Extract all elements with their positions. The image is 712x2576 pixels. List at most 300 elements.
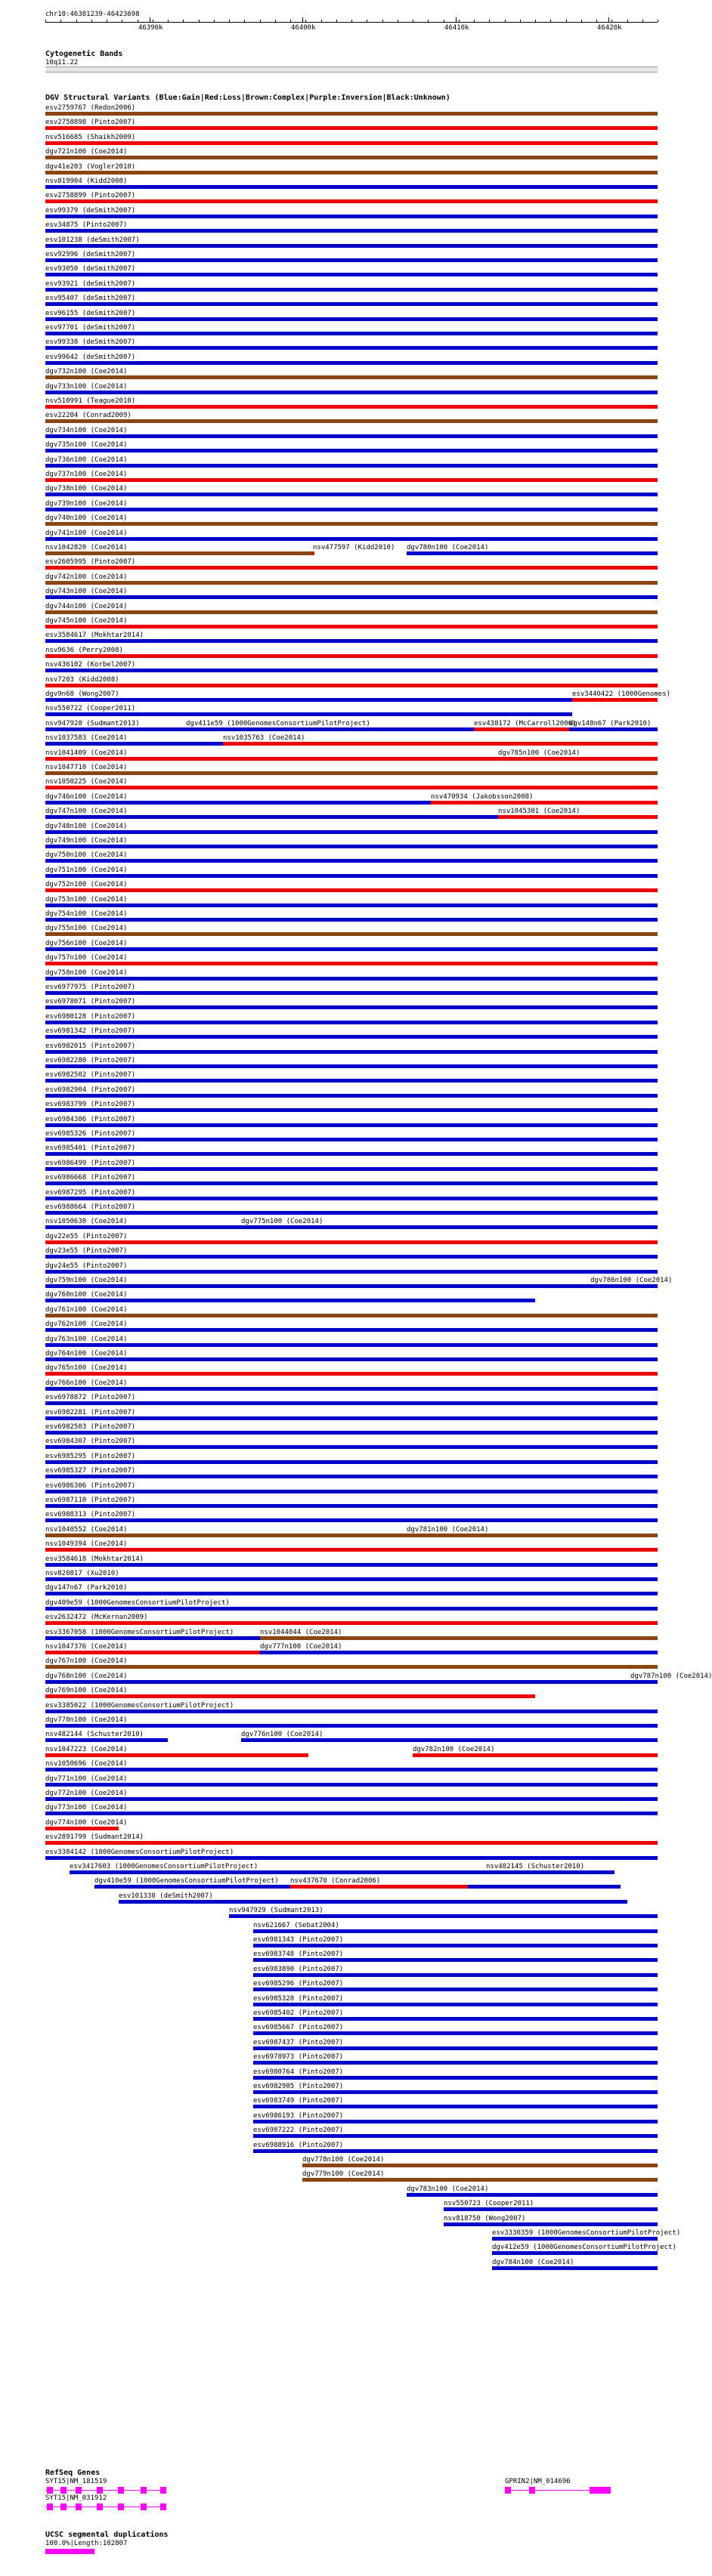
dgv-variant-bar[interactable] bbox=[45, 1035, 658, 1039]
dgv-variant-bar[interactable] bbox=[45, 1094, 658, 1098]
dgv-variant-label: dgv753n100 (Coe2014) bbox=[45, 896, 128, 903]
dgv-variant-bar[interactable] bbox=[70, 1870, 486, 1874]
dgv-variant-bar[interactable] bbox=[569, 727, 658, 731]
dgv-variant-label: dgv738n100 (Coe2014) bbox=[45, 485, 128, 493]
dgv-variant-bar[interactable] bbox=[444, 2222, 658, 2226]
dgv-variant-bar[interactable] bbox=[45, 551, 314, 555]
dgv-variant-label: nsv470934 (Jakobsson2008) bbox=[431, 793, 534, 801]
dgv-variant-bar[interactable] bbox=[45, 757, 498, 761]
dgv-variant-label: esv6986668 (Pinto2007) bbox=[45, 1174, 136, 1181]
dgv-variant-bar[interactable] bbox=[45, 1607, 658, 1611]
dgv-variant-bar[interactable] bbox=[45, 1694, 535, 1698]
dgv-variant-label: esv6985402 (Pinto2007) bbox=[253, 2009, 344, 2017]
dgv-variant-bar[interactable] bbox=[253, 2120, 658, 2124]
dgv-variant-label: nsv510991 (Teague2010) bbox=[45, 397, 136, 405]
ruler-minor-tick bbox=[336, 20, 337, 22]
dgv-variant-bar[interactable] bbox=[45, 1812, 658, 1815]
dgv-variant-label: dgv410e59 (1000GenomesConsortiumPilotProject) bbox=[94, 1877, 279, 1885]
dgv-variant-bar[interactable] bbox=[253, 2061, 658, 2065]
dgv-variant-bar[interactable] bbox=[45, 625, 658, 629]
ruler-minor-tick bbox=[305, 20, 306, 22]
dgv-variant-label: dgv771n100 (Coe2014) bbox=[45, 1775, 128, 1783]
ruler-minor-tick bbox=[642, 20, 643, 22]
dgv-variant-bar[interactable] bbox=[45, 801, 431, 805]
dgv-variant-label: dgv777n100 (Coe2014) bbox=[260, 1643, 342, 1651]
dgv-variant-bar[interactable] bbox=[45, 581, 658, 585]
dgv-variant-bar[interactable] bbox=[45, 1138, 658, 1141]
exon-block[interactable] bbox=[47, 2503, 53, 2510]
dgv-variant-label: nsv482144 (Schuster2010) bbox=[45, 1731, 144, 1738]
dgv-variant-bar[interactable] bbox=[45, 1665, 658, 1669]
dgv-variant-label: esv6988664 (Pinto2007) bbox=[45, 1203, 136, 1211]
dgv-variant-label: nsv1047223 (Coe2014) bbox=[45, 1746, 128, 1753]
dgv-variant-bar[interactable] bbox=[253, 2017, 658, 2021]
dgv-variant-bar[interactable] bbox=[45, 141, 658, 145]
dgv-variant-bar[interactable] bbox=[45, 419, 658, 423]
dgv-variant-bar[interactable] bbox=[186, 727, 474, 731]
dgv-variant-bar[interactable] bbox=[119, 1900, 627, 1904]
dgv-variant-bar[interactable] bbox=[45, 1651, 260, 1654]
dgv-variant-bar[interactable] bbox=[45, 830, 658, 834]
cytoband-label[interactable]: 10q11.22 bbox=[45, 59, 79, 66]
dgv-variant-bar[interactable] bbox=[45, 1108, 658, 1112]
dgv-variant-bar[interactable] bbox=[253, 2105, 658, 2108]
ruler-minor-tick bbox=[214, 20, 215, 22]
dgv-variant-label: esv6985326 (Pinto2007) bbox=[45, 1130, 136, 1138]
dgv-variant-bar[interactable] bbox=[302, 2178, 658, 2182]
segdup-bar[interactable] bbox=[45, 2549, 94, 2554]
exon-block[interactable] bbox=[76, 2503, 82, 2510]
exon-block[interactable] bbox=[529, 2487, 535, 2494]
dgv-variant-label: nsv437670 (Conrad2006) bbox=[290, 1877, 381, 1885]
dgv-variant-bar[interactable] bbox=[45, 288, 658, 292]
dgv-variant-bar[interactable] bbox=[407, 551, 658, 555]
dgv-variant-label: esv97701 (deSmith2007) bbox=[45, 324, 136, 332]
dgv-variant-bar[interactable] bbox=[45, 1314, 658, 1317]
dgv-variant-bar[interactable] bbox=[253, 2046, 658, 2050]
dgv-variant-bar[interactable] bbox=[253, 2149, 658, 2153]
dgv-variant-bar[interactable] bbox=[45, 845, 658, 848]
dgv-variant-bar[interactable] bbox=[45, 449, 658, 452]
refseq-gene-label[interactable]: GPRIN2|NM_014696 bbox=[505, 2478, 571, 2485]
dgv-variant-bar[interactable] bbox=[45, 156, 658, 159]
dgv-variant-label: esv3367058 (1000GenomesConsortiumPilotProject) bbox=[45, 1629, 234, 1636]
dgv-variant-bar[interactable] bbox=[45, 1841, 658, 1845]
dgv-variant-bar[interactable] bbox=[45, 1724, 658, 1728]
dgv-variant-bar[interactable] bbox=[45, 947, 658, 951]
dgv-variant-label: nsv550723 (Cooper2011) bbox=[444, 2200, 534, 2207]
dgv-variant-bar[interactable] bbox=[45, 815, 498, 819]
dgv-variant-bar[interactable] bbox=[241, 1738, 658, 1742]
dgv-variant-bar[interactable] bbox=[45, 464, 658, 468]
dgv-variant-label: dgv781n100 (Coe2014) bbox=[407, 1526, 489, 1534]
dgv-variant-label: nsv818750 (Wong2007) bbox=[444, 2215, 526, 2222]
dgv-variant-bar[interactable] bbox=[45, 1021, 658, 1024]
dgv-variant-bar[interactable] bbox=[45, 375, 658, 379]
refseq-gene-label[interactable]: SYT15|NM_031912 bbox=[45, 2494, 107, 2502]
dgv-variant-bar[interactable] bbox=[45, 522, 658, 526]
dgv-variant-bar[interactable] bbox=[94, 1885, 290, 1889]
dgv-variant-bar[interactable] bbox=[45, 1416, 658, 1420]
dgv-variant-label: dgv739n100 (Coe2014) bbox=[45, 500, 128, 508]
dgv-variant-label: dgv736n100 (Coe2014) bbox=[45, 456, 128, 464]
dgv-variant-bar[interactable] bbox=[45, 126, 658, 130]
dgv-variant-label: nsv1042820 (Coe2014) bbox=[45, 544, 128, 551]
dgv-variant-label: dgv748n100 (Coe2014) bbox=[45, 823, 128, 830]
dgv-variant-bar[interactable] bbox=[260, 1636, 658, 1640]
dgv-variant-bar[interactable] bbox=[407, 2193, 658, 2197]
dgv-variant-bar[interactable] bbox=[45, 1225, 241, 1229]
dgv-variant-bar[interactable] bbox=[45, 1211, 658, 1215]
exon-block[interactable] bbox=[97, 2487, 103, 2494]
dgv-variant-bar[interactable] bbox=[45, 962, 658, 965]
dgv-variant-bar[interactable] bbox=[45, 874, 658, 878]
dgv-variant-bar[interactable] bbox=[45, 1445, 658, 1449]
dgv-variant-bar[interactable] bbox=[45, 859, 658, 863]
dgv-variant-bar[interactable] bbox=[253, 2076, 658, 2080]
dgv-variant-bar[interactable] bbox=[253, 1958, 658, 1962]
dgv-variant-label: nsv1037583 (Coe2014) bbox=[45, 734, 128, 742]
dgv-variant-bar[interactable] bbox=[45, 1548, 658, 1552]
dgv-variant-bar[interactable] bbox=[492, 2251, 658, 2255]
dgv-variant-bar[interactable] bbox=[45, 434, 658, 438]
dgv-variant-bar[interactable] bbox=[45, 361, 658, 365]
ruler-minor-tick bbox=[321, 20, 322, 22]
dgv-variant-label: dgv751n100 (Coe2014) bbox=[45, 866, 128, 874]
dgv-variant-label: dgv148n67 (Park2010) bbox=[569, 720, 652, 727]
dgv-variant-bar[interactable] bbox=[407, 1534, 658, 1537]
dgv-variant-label: nsv516685 (Shaikh2009) bbox=[45, 134, 136, 141]
dgv-variant-bar[interactable] bbox=[45, 1240, 658, 1244]
refseq-track-title: RefSeq Genes bbox=[45, 2469, 101, 2477]
dgv-variant-bar[interactable] bbox=[474, 727, 569, 731]
ruler-minor-tick bbox=[290, 20, 291, 22]
exon-block[interactable] bbox=[97, 2503, 103, 2510]
dgv-variant-label: dgv412e59 (1000GenomesConsortiumPilotProject) bbox=[492, 2244, 676, 2251]
exon-block[interactable] bbox=[60, 2503, 67, 2510]
dgv-variant-bar[interactable] bbox=[45, 1592, 658, 1595]
dgv-variant-label: dgv785n100 (Coe2014) bbox=[498, 749, 580, 757]
dgv-variant-bar[interactable] bbox=[572, 698, 658, 702]
dgv-variant-bar[interactable] bbox=[45, 244, 658, 248]
dgv-variant-label: esv99379 (deSmith2007) bbox=[45, 207, 136, 215]
dgv-variant-label: esv6987222 (Pinto2007) bbox=[253, 2127, 344, 2134]
dgv-variant-bar[interactable] bbox=[45, 1270, 658, 1274]
cytoband-bar[interactable] bbox=[45, 66, 658, 73]
dgv-variant-bar[interactable] bbox=[45, 1827, 119, 1830]
dgv-variant-bar[interactable] bbox=[253, 2090, 658, 2094]
dgv-variant-bar[interactable] bbox=[45, 317, 658, 321]
dgv-variant-bar[interactable] bbox=[45, 903, 658, 907]
dgv-variant-bar[interactable] bbox=[45, 977, 658, 981]
ruler-minor-tick bbox=[611, 20, 612, 22]
dgv-variant-label: esv6980764 (Pinto2007) bbox=[253, 2068, 344, 2076]
dgv-variant-bar[interactable] bbox=[45, 1518, 658, 1522]
dgv-variant-bar[interactable] bbox=[229, 1914, 658, 1918]
dgv-variant-bar[interactable] bbox=[253, 1944, 658, 1947]
dgv-variant-bar[interactable] bbox=[45, 1856, 658, 1860]
dgv-variant-bar[interactable] bbox=[45, 742, 223, 746]
dgv-variant-bar[interactable] bbox=[413, 1753, 658, 1757]
dgv-variant-bar[interactable] bbox=[45, 684, 658, 687]
dgv-variant-bar[interactable] bbox=[45, 1357, 658, 1361]
dgv-variant-bar[interactable] bbox=[45, 888, 658, 892]
dgv-variant-label: esv2758899 (Pinto2007) bbox=[45, 192, 136, 199]
dgv-variant-bar[interactable] bbox=[253, 1988, 658, 1991]
dgv-variant-bar[interactable] bbox=[45, 508, 658, 511]
exon-block[interactable] bbox=[160, 2487, 166, 2494]
dgv-variant-label: esv6985296 (Pinto2007) bbox=[253, 1980, 344, 1988]
dgv-variant-bar[interactable] bbox=[45, 1563, 658, 1567]
dgv-variant-bar[interactable] bbox=[45, 1299, 535, 1302]
dgv-variant-bar[interactable] bbox=[45, 229, 658, 233]
dgv-variant-bar[interactable] bbox=[45, 1783, 658, 1787]
dgv-variant-label: dgv763n100 (Coe2014) bbox=[45, 1336, 128, 1343]
dgv-variant-bar[interactable] bbox=[45, 1475, 658, 1478]
dgv-variant-label: esv6978872 (Pinto2007) bbox=[45, 1394, 136, 1401]
dgv-variant-bar[interactable] bbox=[45, 1431, 658, 1435]
ruler-minor-tick bbox=[596, 20, 597, 22]
dgv-variant-label: dgv41e203 (Vogler2010) bbox=[45, 163, 136, 171]
dgv-variant-bar[interactable] bbox=[45, 1167, 658, 1171]
ruler-minor-tick bbox=[260, 20, 261, 22]
dgv-variant-bar[interactable] bbox=[45, 1328, 658, 1332]
dgv-variant-bar[interactable] bbox=[45, 595, 658, 599]
dgv-variant-bar[interactable] bbox=[45, 185, 658, 189]
dgv-variant-label: esv6982280 (Pinto2007) bbox=[45, 1057, 136, 1064]
ruler-minor-tick bbox=[535, 20, 536, 22]
dgv-variant-bar[interactable] bbox=[45, 1005, 658, 1009]
ruler-minor-tick bbox=[244, 20, 245, 22]
dgv-variant-bar[interactable] bbox=[45, 918, 658, 922]
dgv-variant-bar[interactable] bbox=[302, 2164, 658, 2167]
ruler-minor-tick bbox=[520, 20, 521, 22]
dgv-variant-bar[interactable] bbox=[45, 1284, 590, 1288]
dgv-variant-bar[interactable] bbox=[45, 1768, 658, 1771]
ruler-minor-tick bbox=[76, 20, 77, 22]
dgv-variant-label: esv3584617 (Mokhtar2014) bbox=[45, 632, 144, 639]
dgv-variant-bar[interactable] bbox=[45, 639, 658, 643]
dgv-variant-label: esv95407 (deSmith2007) bbox=[45, 295, 136, 302]
dgv-variant-bar[interactable] bbox=[253, 1929, 658, 1933]
dgv-variant-label: dgv740n100 (Coe2014) bbox=[45, 514, 128, 522]
exon-block[interactable] bbox=[141, 2503, 147, 2510]
dgv-variant-label: esv2891799 (Sudmant2014) bbox=[45, 1833, 144, 1841]
exon-block[interactable] bbox=[47, 2487, 53, 2494]
dgv-variant-bar[interactable] bbox=[45, 391, 658, 394]
dgv-variant-bar[interactable] bbox=[45, 273, 658, 276]
dgv-variant-bar[interactable] bbox=[486, 1870, 614, 1874]
dgv-variant-bar[interactable] bbox=[45, 1401, 658, 1405]
dgv-variant-label: esv3440422 (1000Genomes) bbox=[572, 690, 671, 698]
exon-block[interactable] bbox=[60, 2487, 67, 2494]
dgv-variant-bar[interactable] bbox=[253, 2031, 658, 2035]
ruler-minor-tick bbox=[229, 20, 230, 22]
dgv-variant-bar[interactable] bbox=[290, 1885, 468, 1889]
dgv-variant-bar[interactable] bbox=[45, 610, 658, 614]
dgv-variant-bar[interactable] bbox=[492, 2237, 658, 2241]
dgv-variant-bar[interactable] bbox=[45, 1710, 658, 1713]
dgv-variant-bar[interactable] bbox=[313, 551, 314, 555]
dgv-variant-label: esv92996 (deSmith2007) bbox=[45, 251, 136, 258]
dgv-variant-label: esv6987437 (Pinto2007) bbox=[253, 2039, 344, 2046]
dgv-variant-label: dgv23e55 (Pinto2007) bbox=[45, 1247, 128, 1255]
dgv-variant-label: nsv1050225 (Coe2014) bbox=[45, 778, 128, 786]
dgv-variant-label: esv6980128 (Pinto2007) bbox=[45, 1013, 136, 1021]
dgv-variant-bar[interactable] bbox=[45, 1534, 407, 1537]
ruler-minor-tick bbox=[275, 20, 276, 22]
dgv-variant-bar[interactable] bbox=[45, 199, 658, 203]
segdup-label[interactable]: 100.0%|Length:102807 bbox=[45, 2540, 128, 2547]
dgv-variant-bar[interactable] bbox=[253, 2134, 658, 2138]
ruler-minor-tick bbox=[351, 20, 352, 22]
dgv-variant-label: esv101238 (deSmith2007) bbox=[45, 236, 140, 244]
dgv-variant-bar[interactable] bbox=[45, 112, 658, 116]
dgv-variant-bar[interactable] bbox=[45, 1504, 658, 1508]
dgv-variant-label: dgv755n100 (Coe2014) bbox=[45, 925, 128, 932]
exon-block[interactable] bbox=[141, 2487, 147, 2494]
dgv-variant-bar[interactable] bbox=[45, 1753, 308, 1757]
dgv-variant-label: nsv1050630 (Coe2014) bbox=[45, 1218, 128, 1225]
dgv-variant-bar[interactable] bbox=[492, 2266, 658, 2270]
dgv-variant-label: dgv764n100 (Coe2014) bbox=[45, 1350, 128, 1357]
dgv-variant-bar[interactable] bbox=[431, 801, 658, 805]
dgv-variant-bar[interactable] bbox=[45, 1490, 658, 1493]
ruler-minor-tick bbox=[505, 20, 506, 22]
dgv-variant-label: esv6986306 (Pinto2007) bbox=[45, 1482, 136, 1490]
dgv-variant-label: dgv779n100 (Coe2014) bbox=[302, 2170, 385, 2178]
dgv-variant-bar[interactable] bbox=[45, 1079, 658, 1083]
dgv-variant-label: dgv9n68 (Wong2007) bbox=[45, 690, 119, 698]
dgv-variant-label: esv2632472 (McKernan2009) bbox=[45, 1614, 148, 1621]
dgv-variant-label: dgv745n100 (Coe2014) bbox=[45, 617, 128, 625]
dgv-variant-bar[interactable] bbox=[45, 537, 658, 541]
dgv-variant-bar[interactable] bbox=[45, 1255, 658, 1259]
dgv-variant-bar[interactable] bbox=[260, 1651, 658, 1654]
dgv-variant-bar[interactable] bbox=[45, 786, 658, 789]
dgv-variant-bar[interactable] bbox=[444, 2207, 658, 2211]
dgv-variant-label: dgv734n100 (Coe2014) bbox=[45, 427, 128, 434]
dgv-variant-label: dgv766n100 (Coe2014) bbox=[45, 1379, 128, 1387]
dgv-variant-bar[interactable] bbox=[630, 1680, 658, 1684]
dgv-variant-bar[interactable] bbox=[45, 566, 658, 570]
dgv-variant-label: esv2605995 (Pinto2007) bbox=[45, 558, 136, 566]
dgv-variant-bar[interactable] bbox=[223, 742, 658, 746]
dgv-variant-label: dgv761n100 (Coe2014) bbox=[45, 1306, 128, 1314]
dgv-variant-label: esv6986193 (Pinto2007) bbox=[253, 2112, 344, 2120]
dgv-variant-bar[interactable] bbox=[45, 1343, 658, 1347]
dgv-variant-bar[interactable] bbox=[45, 1797, 658, 1801]
dgv-variant-bar[interactable] bbox=[498, 815, 658, 819]
dgv-variant-bar[interactable] bbox=[45, 1621, 658, 1625]
ruler-minor-tick bbox=[566, 20, 567, 22]
segdup-track-title: UCSC segmental duplications bbox=[45, 2531, 169, 2539]
dgv-variant-label: nsv1041409 (Coe2014) bbox=[45, 749, 128, 757]
dgv-variant-bar[interactable] bbox=[45, 1387, 658, 1391]
dgv-variant-bar[interactable] bbox=[45, 1738, 168, 1742]
dgv-variant-bar[interactable] bbox=[45, 712, 572, 716]
dgv-variant-label: esv99338 (deSmith2007) bbox=[45, 338, 136, 346]
dgv-variant-label: nsv1047376 (Coe2014) bbox=[45, 1643, 128, 1651]
dgv-variant-bar[interactable] bbox=[45, 669, 658, 672]
dgv-variant-label: dgv772n100 (Coe2014) bbox=[45, 1790, 128, 1797]
dgv-variant-bar[interactable] bbox=[45, 346, 658, 350]
ruler-minor-tick bbox=[60, 20, 61, 22]
exon-block[interactable] bbox=[505, 2487, 511, 2494]
dgv-variant-bar[interactable] bbox=[45, 1064, 658, 1068]
dgv-variant-bar[interactable] bbox=[253, 2003, 658, 2006]
dgv-variant-bar[interactable] bbox=[45, 478, 658, 482]
exon-block[interactable] bbox=[76, 2487, 82, 2494]
dgv-variant-bar[interactable] bbox=[253, 1973, 658, 1977]
dgv-variant-bar[interactable] bbox=[45, 727, 186, 731]
dgv-variant-bar[interactable] bbox=[498, 757, 658, 761]
exon-block[interactable] bbox=[118, 2503, 124, 2510]
exon-block[interactable] bbox=[118, 2487, 124, 2494]
dgv-variant-label: esv96155 (deSmith2007) bbox=[45, 310, 136, 317]
dgv-variant-bar[interactable] bbox=[45, 1680, 630, 1684]
dgv-variant-label: esv6985401 (Pinto2007) bbox=[45, 1144, 136, 1152]
dgv-variant-label: dgv750n100 (Coe2014) bbox=[45, 851, 128, 859]
dgv-variant-label: dgv741n100 (Coe2014) bbox=[45, 530, 128, 537]
dgv-variant-bar[interactable] bbox=[45, 332, 658, 335]
dgv-variant-label: dgv780n100 (Coe2014) bbox=[407, 544, 489, 551]
dgv-variant-bar[interactable] bbox=[45, 1152, 658, 1156]
dgv-variant-bar[interactable] bbox=[45, 1636, 260, 1640]
dgv-variant-label: esv3384142 (1000GenomesConsortiumPilotProject) bbox=[45, 1849, 234, 1856]
dgv-variant-bar[interactable] bbox=[468, 1885, 621, 1889]
dgv-variant-bar[interactable] bbox=[45, 493, 658, 496]
dgv-variant-bar[interactable] bbox=[45, 654, 658, 658]
dgv-variant-label: esv99642 (deSmith2007) bbox=[45, 354, 136, 361]
dgv-variant-label: dgv743n100 (Coe2014) bbox=[45, 588, 128, 595]
dgv-variant-bar[interactable] bbox=[45, 258, 658, 262]
dgv-variant-bar[interactable] bbox=[45, 771, 658, 775]
dgv-variant-label: esv6977975 (Pinto2007) bbox=[45, 984, 136, 991]
dgv-variant-bar[interactable] bbox=[45, 932, 658, 936]
exon-block[interactable] bbox=[160, 2503, 166, 2510]
dgv-variant-bar[interactable] bbox=[45, 1197, 658, 1200]
refseq-gene-label[interactable]: SYT15|NM_181519 bbox=[45, 2478, 107, 2485]
dgv-variant-bar[interactable] bbox=[45, 405, 658, 409]
ruler-minor-tick bbox=[382, 20, 383, 22]
dgv-variant-label: esv2758898 (Pinto2007) bbox=[45, 119, 136, 126]
dgv-variant-label: esv101330 (deSmith2007) bbox=[119, 1892, 213, 1900]
dgv-variant-bar[interactable] bbox=[45, 171, 658, 175]
dgv-variant-label: dgv767n100 (Coe2014) bbox=[45, 1657, 128, 1665]
dgv-variant-label: esv6986499 (Pinto2007) bbox=[45, 1160, 136, 1167]
dgv-variant-bar[interactable] bbox=[45, 991, 658, 995]
dgv-variant-bar[interactable] bbox=[45, 1460, 658, 1464]
dgv-variant-bar[interactable] bbox=[45, 1181, 658, 1185]
ruler-tick bbox=[302, 17, 303, 22]
dgv-variant-label: dgv24e55 (Pinto2007) bbox=[45, 1262, 128, 1270]
dgv-variant-bar[interactable] bbox=[45, 1577, 658, 1581]
dgv-variant-bar[interactable] bbox=[241, 1225, 658, 1229]
dgv-variant-bar[interactable] bbox=[45, 302, 658, 306]
dgv-variant-bar[interactable] bbox=[45, 1123, 658, 1127]
dgv-variant-bar[interactable] bbox=[45, 1050, 658, 1054]
dgv-variant-label: dgv744n100 (Coe2014) bbox=[45, 603, 128, 610]
dgv-variant-label: dgv762n100 (Coe2014) bbox=[45, 1320, 128, 1328]
dgv-variant-bar[interactable] bbox=[45, 1372, 658, 1376]
dgv-variant-bar[interactable] bbox=[45, 698, 572, 702]
dgv-variant-bar[interactable] bbox=[590, 1284, 658, 1288]
dgv-variant-bar[interactable] bbox=[45, 215, 658, 218]
dgv-variant-label: nsv550722 (Cooper2011) bbox=[45, 705, 136, 712]
exon-block[interactable] bbox=[590, 2487, 611, 2494]
dgv-variant-label: dgv732n100 (Coe2014) bbox=[45, 368, 128, 375]
